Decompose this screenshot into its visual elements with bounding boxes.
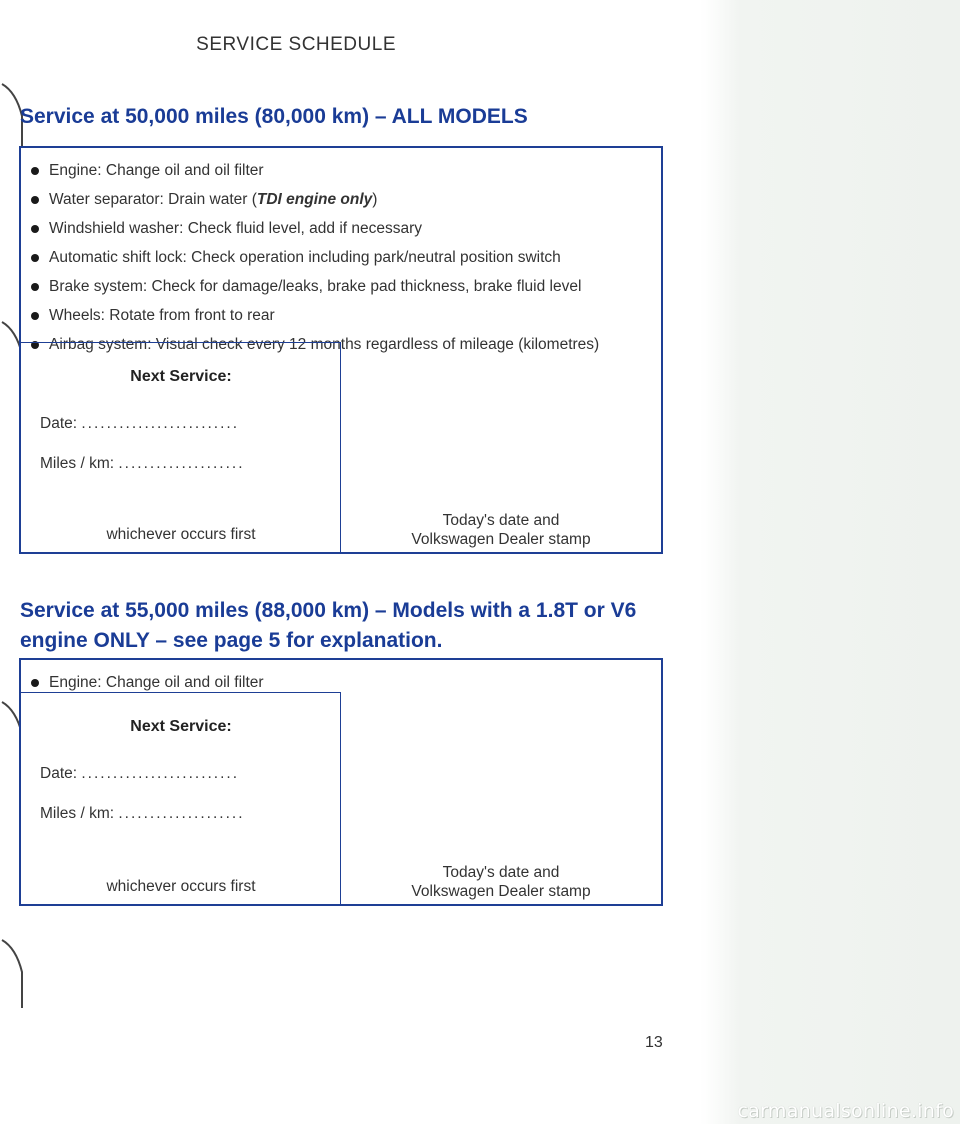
whichever-note: whichever occurs first bbox=[106, 526, 256, 543]
list-item: Wheels: Rotate from front to rear bbox=[21, 301, 661, 330]
next-service-panel bbox=[21, 692, 341, 904]
dealer-stamp-area: Today's date and Volkswagen Dealer stamp bbox=[411, 512, 591, 548]
next-service-area bbox=[21, 342, 661, 552]
binding-tick-mark bbox=[0, 938, 28, 1008]
section-title-55000: Service at 55,000 miles (88,000 km) – Models with a 1.8T or V6 engine ONLY – see page 5 for explanation. bbox=[20, 599, 637, 652]
next-service-title: Next Service: bbox=[130, 718, 232, 735]
bullet-icon bbox=[31, 254, 39, 262]
bullet-icon bbox=[31, 225, 39, 233]
bullet-icon bbox=[31, 167, 39, 175]
page-number: 13 bbox=[645, 1034, 663, 1051]
service-box-55000 bbox=[19, 658, 663, 906]
section-title-50000: Service at 50,000 miles (80,000 km) – ALL MODELS bbox=[20, 105, 528, 128]
bullet-icon bbox=[31, 679, 39, 687]
service-box-50000 bbox=[19, 146, 663, 554]
next-service-panel bbox=[21, 342, 341, 552]
tdi-emphasis: TDI engine only bbox=[256, 191, 373, 208]
mileage-field: Miles / km: .................... bbox=[40, 805, 245, 822]
list-item: Brake system: Check for damage/leaks, brake pad thickness, brake fluid level bbox=[21, 272, 661, 301]
list-item: Automatic shift lock: Check operation including park/neutral position switch bbox=[21, 243, 661, 272]
next-service-title: Next Service: bbox=[130, 368, 232, 385]
bullet-icon bbox=[31, 312, 39, 320]
page-margin-strip bbox=[700, 0, 960, 1124]
mileage-field: Miles / km: .................... bbox=[40, 455, 245, 472]
list-item: Airbag system: Visual check every 12 months regardless of mileage (kilometres) bbox=[21, 330, 661, 359]
bullet-icon bbox=[31, 196, 39, 204]
next-service-area bbox=[21, 692, 661, 904]
whichever-note: whichever occurs first bbox=[106, 878, 256, 895]
bullet-icon bbox=[31, 283, 39, 291]
date-field: Date: ......................... bbox=[40, 415, 240, 432]
list-item: Engine: Change oil and oil filter bbox=[21, 156, 661, 185]
list-item: Engine: Change oil and oil filter bbox=[21, 668, 661, 697]
date-field: Date: ......................... bbox=[40, 765, 240, 782]
watermark-url: carmanualsonline.info bbox=[737, 1100, 954, 1122]
list-item: Windshield washer: Check fluid level, add if necessary bbox=[21, 214, 661, 243]
list-item: Water separator: Drain water (TDI engine only) bbox=[21, 185, 661, 214]
running-head: SERVICE SCHEDULE bbox=[196, 34, 396, 55]
dealer-stamp-area: Today's date and Volkswagen Dealer stamp bbox=[411, 864, 591, 900]
service-checklist bbox=[21, 148, 661, 359]
